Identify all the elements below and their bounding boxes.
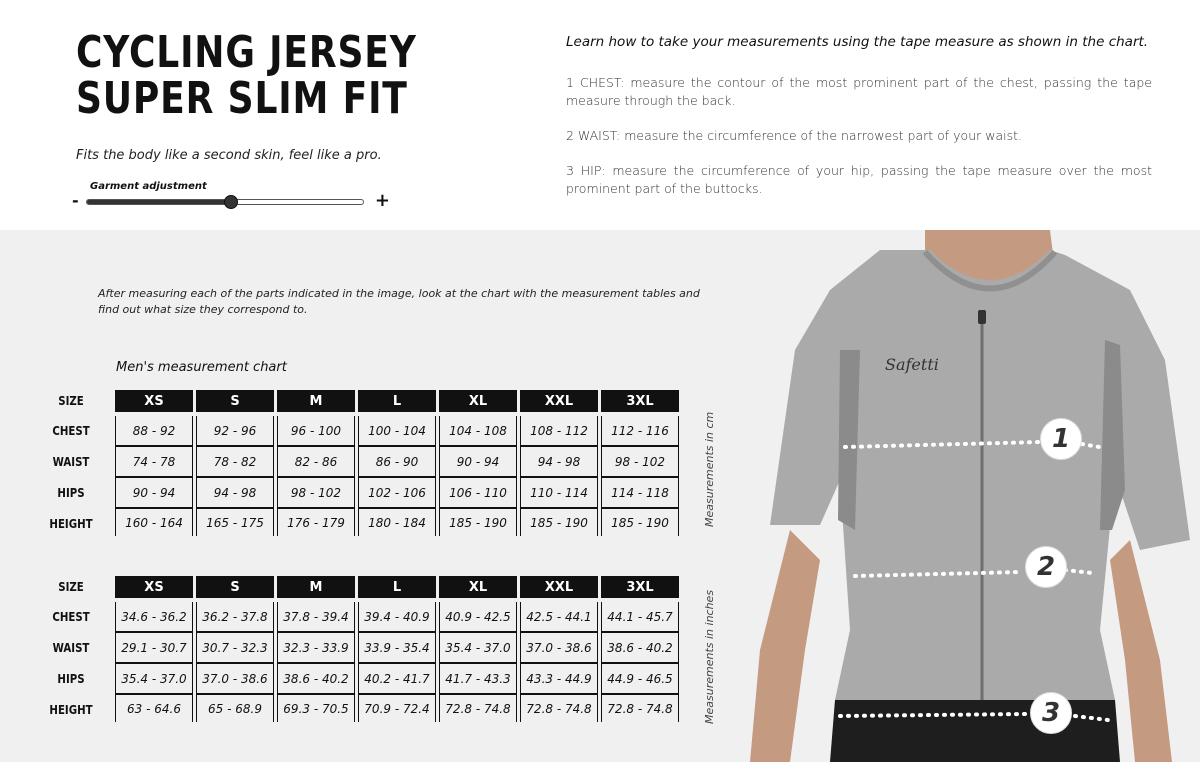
table-cell: 40.9 - 42.5 — [439, 602, 517, 633]
title-line-1: CYCLING JERSEY — [76, 27, 417, 78]
table-cell: 70.9 - 72.4 — [358, 695, 436, 722]
table-cell: 69.3 - 70.5 — [277, 695, 355, 722]
table-cell: 102 - 106 — [358, 478, 436, 509]
table-cell: 98 - 102 — [601, 447, 679, 478]
row-label-height: HEIGHT — [49, 517, 93, 531]
table-cell: 72.8 - 74.8 — [520, 695, 598, 722]
slider-thumb — [224, 195, 238, 209]
table-cell: 110 - 114 — [520, 478, 598, 509]
row-label-height: HEIGHT — [49, 703, 93, 717]
instructions-intro: Learn how to take your measurements using the tape measure as shown in the chart. — [566, 34, 1149, 50]
table-cell: 112 - 116 — [601, 416, 679, 447]
table-cell: 32.3 - 33.9 — [277, 633, 355, 664]
table-cell: 185 - 190 — [439, 509, 517, 536]
row-label-chest: CHEST — [52, 424, 90, 438]
row-label-chest: CHEST — [52, 610, 90, 624]
plus-icon: + — [374, 190, 390, 211]
size-header-cell: M — [277, 576, 355, 598]
step-chest: 1 CHEST: measure the contour of the most prominent part of the chest, passing the tape measure through the back. — [566, 75, 1152, 108]
table-row — [40, 576, 684, 602]
minus-icon: - — [72, 191, 79, 210]
table-cell: 35.4 - 37.0 — [115, 664, 193, 695]
table-row — [40, 416, 684, 447]
size-header-cell: M — [277, 390, 355, 412]
measuring-note: After measuring each of the parts indicated in the image, look at the chart with the measurement tables and find out what size they correspond to. — [98, 287, 700, 316]
size-header-cell: XXL — [520, 390, 598, 412]
table-cell: 39.4 - 40.9 — [358, 602, 436, 633]
table-cell: 78 - 82 — [196, 447, 274, 478]
size-header-cell: XL — [439, 390, 517, 412]
jersey-photo — [720, 230, 1200, 762]
table-cell: 165 - 175 — [196, 509, 274, 536]
instructions-steps — [566, 74, 1152, 215]
row-label-waist: WAIST — [52, 455, 90, 469]
table-cell: 176 - 179 — [277, 509, 355, 536]
row-label-size: SIZE — [58, 580, 84, 594]
step-waist: 2 WAIST: measure the circumference of the narrowest part of your waist. — [566, 128, 1022, 143]
table-row — [40, 509, 684, 540]
page-title — [76, 27, 417, 124]
side-label-cm: Measurements in cm — [703, 411, 716, 527]
size-header-cell: XXL — [520, 576, 598, 598]
table-cell: 106 - 110 — [439, 478, 517, 509]
table-cell: 88 - 92 — [115, 416, 193, 447]
table-cell: 63 - 64.6 — [115, 695, 193, 722]
table-cell: 185 - 190 — [520, 509, 598, 536]
garment-adjustment-slider — [72, 192, 390, 212]
row-label-size: SIZE — [58, 394, 84, 408]
table-cell: 114 - 118 — [601, 478, 679, 509]
marker-chest: 1 — [1040, 418, 1082, 460]
bib-shorts — [830, 700, 1120, 762]
row-label-hips: HIPS — [57, 486, 85, 500]
size-header-cell: L — [358, 390, 436, 412]
table-cell: 44.9 - 46.5 — [601, 664, 679, 695]
garment-adjustment-label: Garment adjustment — [90, 181, 207, 192]
row-label-hips: HIPS — [57, 672, 85, 686]
size-header-cell: XS — [115, 576, 193, 598]
table-cell: 180 - 184 — [358, 509, 436, 536]
table-cell: 34.6 - 36.2 — [115, 602, 193, 633]
table-cell: 44.1 - 45.7 — [601, 602, 679, 633]
right-arm — [1110, 540, 1172, 762]
table-cell: 41.7 - 43.3 — [439, 664, 517, 695]
table-cell: 38.6 - 40.2 — [277, 664, 355, 695]
table-cell: 94 - 98 — [520, 447, 598, 478]
table-cell: 82 - 86 — [277, 447, 355, 478]
table-cell: 185 - 190 — [601, 509, 679, 536]
left-arm — [750, 530, 820, 762]
slider-fill — [87, 200, 231, 204]
table-cell: 104 - 108 — [439, 416, 517, 447]
table-cell: 65 - 68.9 — [196, 695, 274, 722]
size-header-cell: L — [358, 576, 436, 598]
table-cell: 74 - 78 — [115, 447, 193, 478]
measurement-table-inches — [40, 576, 684, 726]
brand-logo: Safetti — [885, 355, 939, 374]
row-label-waist: WAIST — [52, 641, 90, 655]
table-row — [40, 633, 684, 664]
jersey-illustration — [720, 230, 1200, 762]
size-header-cell: 3XL — [601, 390, 679, 412]
chart-title: Men's measurement chart — [116, 360, 287, 375]
table-cell: 36.2 - 37.8 — [196, 602, 274, 633]
size-header-cell: XS — [115, 390, 193, 412]
table-row — [40, 390, 684, 416]
table-row — [40, 602, 684, 633]
marker-hip: 3 — [1030, 692, 1072, 734]
step-hip: 3 HIP: measure the circumference of your hip, passing the tape measure over the most prominent part of the buttocks. — [566, 163, 1152, 196]
size-header-cell: S — [196, 390, 274, 412]
side-label-inches: Measurements in inches — [703, 589, 716, 724]
header-area — [0, 0, 1200, 230]
size-header-cell: XL — [439, 576, 517, 598]
title-line-2: SUPER SLIM FIT — [76, 73, 408, 124]
table-row — [40, 478, 684, 509]
table-cell: 42.5 - 44.1 — [520, 602, 598, 633]
table-cell: 100 - 104 — [358, 416, 436, 447]
table-cell: 29.1 - 30.7 — [115, 633, 193, 664]
table-row — [40, 664, 684, 695]
table-cell: 96 - 100 — [277, 416, 355, 447]
table-cell: 72.8 - 74.8 — [439, 695, 517, 722]
table-cell: 37.8 - 39.4 — [277, 602, 355, 633]
table-cell: 35.4 - 37.0 — [439, 633, 517, 664]
size-header-cell: S — [196, 576, 274, 598]
table-cell: 30.7 - 32.3 — [196, 633, 274, 664]
table-cell: 86 - 90 — [358, 447, 436, 478]
measurement-table-cm — [40, 390, 684, 540]
table-cell: 108 - 112 — [520, 416, 598, 447]
table-cell: 90 - 94 — [439, 447, 517, 478]
table-cell: 94 - 98 — [196, 478, 274, 509]
table-cell: 37.0 - 38.6 — [520, 633, 598, 664]
marker-waist: 2 — [1025, 546, 1067, 588]
size-header-cell: 3XL — [601, 576, 679, 598]
table-cell: 37.0 - 38.6 — [196, 664, 274, 695]
table-row — [40, 447, 684, 478]
table-cell: 40.2 - 41.7 — [358, 664, 436, 695]
table-cell: 92 - 96 — [196, 416, 274, 447]
table-cell: 98 - 102 — [277, 478, 355, 509]
zipper-pull — [978, 310, 986, 324]
table-cell: 72.8 - 74.8 — [601, 695, 679, 722]
table-cell: 90 - 94 — [115, 478, 193, 509]
table-cell: 43.3 - 44.9 — [520, 664, 598, 695]
subtitle: Fits the body like a second skin, feel like a pro. — [76, 148, 382, 163]
table-cell: 160 - 164 — [115, 509, 193, 536]
table-row — [40, 695, 684, 726]
table-cell: 33.9 - 35.4 — [358, 633, 436, 664]
table-cell: 38.6 - 40.2 — [601, 633, 679, 664]
